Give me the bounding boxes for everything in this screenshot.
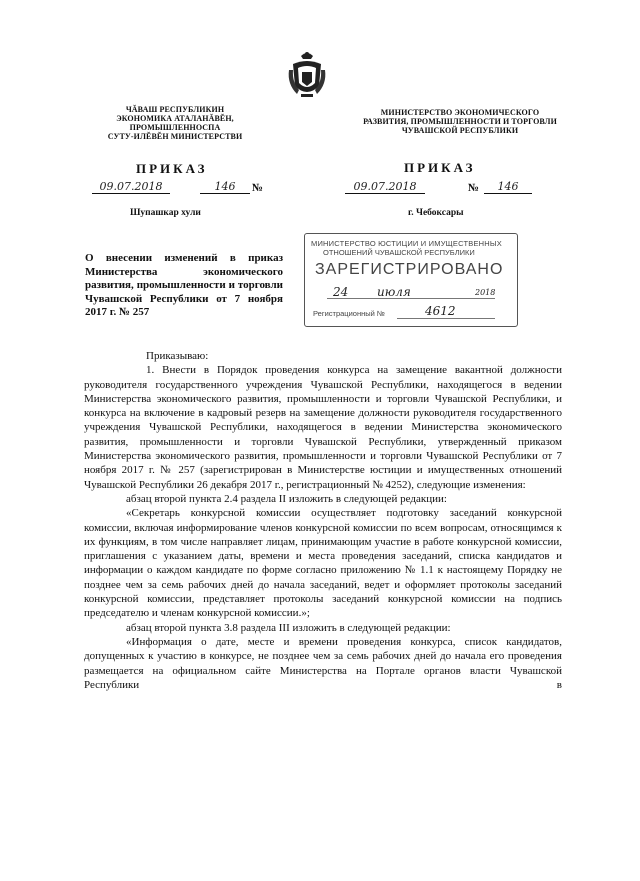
registration-stamp	[304, 233, 518, 327]
order-date-right: 09.07.2018	[345, 180, 425, 194]
number-sign-right: №	[468, 182, 480, 194]
stamp-date-month: июля	[377, 285, 411, 299]
body-paragraph-quote-2: «Информация о дате, месте и времени проведения конкурса, список кандидатов, допущенных к участию в конкурсе, не позднее чем за семь рабочих дней до начала его проведения размещается на официальном сайте Министерства на Портале органов власти Чувашской Республики в	[84, 635, 562, 691]
city-chuvash: Шупашкар хули	[130, 208, 201, 218]
stamp-status: ЗАРЕГИСТРИРОВАНО	[315, 261, 504, 278]
document-title: О внесении изменений в приказ Министерства экономического развития, промышленности и торговли Чувашской Республики от 7 ноября 2017 г. № 257	[85, 252, 283, 319]
number-sign-left: №	[252, 182, 264, 194]
order-number-right: 146	[484, 180, 532, 194]
stamp-line-1: МИНИСТЕРСТВО ЮСТИЦИИ И ИМУЩЕСТВЕННЫХ	[311, 239, 502, 248]
document-body	[84, 349, 562, 692]
body-paragraph-amend-2: абзац второй пункта 3.8 раздела III изложить в следующей редакции:	[126, 621, 451, 634]
city-russian: г. Чебоксары	[408, 208, 464, 218]
body-paragraph-1: 1. Внести в Порядок проведения конкурса на замещение вакантной должности руководителя государственного учреждения Чувашской Республики, находящегося в ведении Министерства экономического развития, промышленности и торговли Чувашской Республики, и конкурса на включение в кадровый резерв на замещение должности руководителя государственного учреждения Чувашской Республики, находящегося в ведении Министерства экономического развития, промышленности и торговли Чувашской Республики, утвержденный приказом Министерства экономического развития, промышленности и торговли Чувашской Республики от 7 ноября 2017 г. № 257 (зарегистрирован в Министерстве юстиции и имущественных отношений Чувашской Республики 26 декабря 2017 г., регистрационный № 4252), следующие изменения:	[84, 364, 562, 491]
coat-of-arms-icon	[287, 50, 327, 102]
body-paragraph-amend-1: абзац второй пункта 2.4 раздела II изложить в следующей редакции:	[126, 492, 447, 505]
ministry-name-russian: МИНИСТЕРСТВО ЭКОНОМИЧЕСКОГО РАЗВИТИЯ, ПРОМЫШЛЕННОСТИ И ТОРГОВЛИ ЧУВАШСКОЙ РЕСПУБЛИКИ	[363, 108, 557, 135]
ministry-name-chuvash: ЧĂВАШ РЕСПУБЛИКИН ЭКОНОМИКА АТАЛАНĂВĔН, ПРОМЫШЛЕННОСПА СУТУ-ИЛĔВĔН МИНИСТЕРСТВИ	[107, 105, 243, 141]
order-title-right: ПРИКАЗ	[404, 160, 476, 175]
body-paragraph-order: Приказываю:	[146, 350, 209, 362]
stamp-date-day: 24	[333, 285, 349, 299]
stamp-reg-label: Регистрационный №	[313, 309, 385, 318]
order-title-left: ПРИКАЗ	[136, 161, 208, 176]
body-paragraph-quote-1: «Секретарь конкурсной комиссии осуществляет подготовку заседаний конкурсной комиссии, включая информирование членов конкурсной комиссии по всем вопросам, относящимся к их функциям, в том числе направляет лицам, принимающим участие в работе конкурсной комиссии, приглашения с указанием даты, времени и места проведения заседаний, списка кандидатов и информации о каждом кандидате по форме согласно приложению № 1.1 к настоящему Порядку не позднее чем за семь рабочих дней до начала заседаний, ведет и оформляет протоколы заседаний конкурсной комиссии, представляет протоколы заседаний конкурсной комиссии на подпись председателю и членам конкурсной комиссии.»;	[84, 507, 562, 620]
stamp-year: 2018	[475, 288, 496, 297]
order-date-left: 09.07.2018	[92, 180, 170, 194]
stamp-reg-number: 4612	[425, 304, 456, 318]
order-number-left: 146	[200, 180, 250, 194]
stamp-line-2: ОТНОШЕНИЙ ЧУВАШСКОЙ РЕСПУБЛИКИ	[323, 248, 475, 257]
